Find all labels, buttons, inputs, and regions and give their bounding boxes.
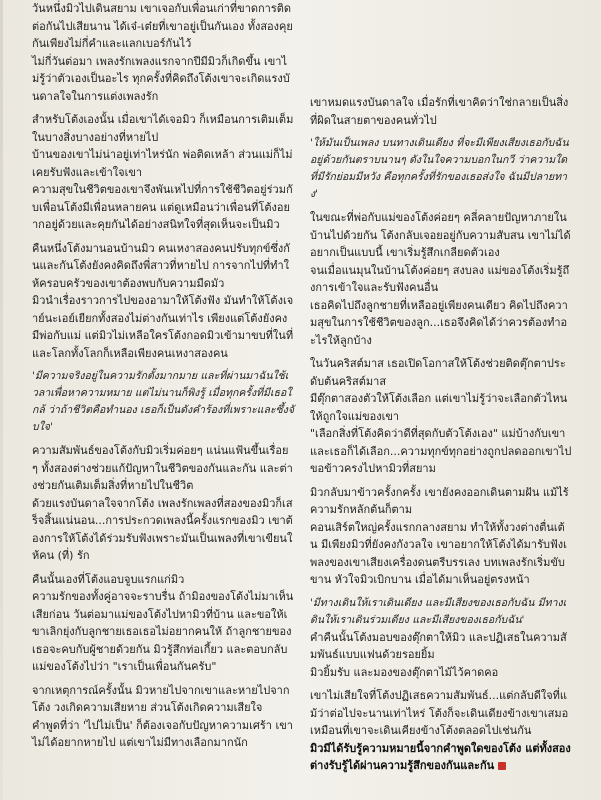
body-paragraph: "เลือกสิ่งที่โต้งคิดว่าดีที่สุดกับตัวโต้งเอง" แม่บ้างกับเขาและเธอก็ได้เลือก...ความทุกข์ทุกอย่างถูกปลดออกเขาไปขอข้าวครงไปหามิวที่สยาม	[310, 427, 572, 475]
body-paragraph: บ้านของเขาไม่น่าอยู่เท่าไหร่นัก พ่อติดเหล้า ส่วนแม่ก็ไม่เคยรับฟังและเข้าใจเขา	[32, 148, 293, 179]
body-paragraph: ในขณะที่พ่อกับแม่ของโต้งค่อยๆ คลี่คลายปัญหาภายในบ้านไปด้วยกัน โต้งกลับเจอยอยู่กับความสับสน เขาไม่ได้อยากเป็นแบบนี้ เขาเริ่มรู้สึกเกลียดตัวเอง	[310, 211, 571, 259]
song-lyric-quote: 'มีทางเดินให้เราเดินเดียง และมีเสียงของเธอกับฉัน มีทางเดินให้เราเดินร่วมเดียง และมีเสียงของเธอกับฉัน'	[310, 596, 567, 626]
body-paragraph: มิวยิ้มรับ และมองของตุ๊กตาไม้ไว้คาดคอ	[310, 665, 499, 679]
body-paragraph: ความสุขในชีวิตของเขาจึงพันเหไปที่การใช้ชีวิตอยู่ร่วมกับเพื่อนโต้งมีเพื่อนหลายคน แต่ดูเหมือนว่าเพื่อนที่โต้งอยากอยู่ด้วยและคุยกันได้อย่างสนิทใจที่สุดเห็นจะเป็นมิว	[32, 183, 293, 231]
body-paragraph: คืนหนึ่งโต้งมานอนบ้านมิว คนเหงาสองคนปรับทุกข์ซึ่งกันและกันโต้งยังคงคิดถึงพี่สาวที่หายไป การจากไปที่ทำให้ครอบครัวของเขาต้องพบกับความมืดมัว	[32, 241, 290, 290]
body-paragraph: คำพูดที่ว่า 'ไปไม่เป็น' ก็ต้องเจอกับปัญหาความเศร้า เขาไม่ได้อยากหายไป แต่เขาไม่มีทางเลือกมากนัก	[32, 718, 293, 749]
body-paragraph: เธอคิดไปถึงลูกชายที่เหลืออยู่เพียงคนเดียว คิดไปถึงความสุขในการใช้ชีวิตของลูก...เธอจึงคิดได้ว่าควรต้องทำอะไรให้ลูกบ้าง	[310, 298, 568, 347]
article-end-icon	[498, 762, 506, 770]
body-paragraph: ด้วยแรงบันดาลใจจากโต้ง เพลงรักเพลงที่สองของมิวก็เสร็จสิ้นแน่นอน...การประกวดเพลงนี้ครั้งแรกของมิว เขาต้องการให้โต้งได้ร่วมรับฟังเพราะมันเป็นเพลงที่เขาเขียนให้คน (ที่) รัก	[32, 496, 293, 562]
body-paragraph: ในวันคริสต์มาส เธอเปิดโอกาสให้โต้งช่วยติดตุ๊กตาประดับต้นคริสต์มาส	[310, 357, 566, 388]
left-column	[32, 0, 294, 752]
body-paragraph: คืนนั้นเองที่โต้งแอบจูบแรกแก่มิว	[32, 572, 185, 586]
body-paragraph: เขาหมดแรงบันดาลใจ เมื่อรักที่เขาคิดว่าใช่กลายเป็นสิ่งที่ผิดในสายตาของคนทั่วไป	[310, 96, 569, 127]
body-paragraph: ไม่กี่วันต่อมา เพลงรักเพลงแรกจากปีมีมิวก็เกิดขึ้น เขาไม่รู้ว่าตัวเองเป็นอะไร ทุกครั้งที่คิดถึงโต้งเขาจะเกิดแรงบันดาลใจในการแต่งเพลงรัก	[32, 54, 290, 103]
song-lyric-quote: 'มีความจริงอยู่ในความรักตั้งมากมาย และที่ผ่านมาฉันใช้เวลาเพื่อหาความหมาย แต่ไม่นานก็พิงรู้ เมื่อทุกครั้งที่มีเธอใกล้ ว่าถ้าชีวิตคือทำนอง เธอก็เป็นดังคำร้องที่เพราะและซึ้งจับใจ'	[32, 370, 294, 433]
body-paragraph: มิวกลับมาข้าวครั้งกครั้ง เขายังคงออกเดินตามฝัน แม้ไร้ความรักหลักต้นก็ตาม	[310, 485, 569, 516]
body-paragraph: จนเมื่อแนมุนในบ้านโต้งค่อยๆ สงบลง แม่ของโต้งเริ่มรู้ถึงการเข้าใจและรับฟังคนอื่น	[310, 263, 570, 294]
song-lyric-quote: 'ให้มันเป็นเพลง บนทางเดินเดียง ที่จะมีเพียงเสียงเธอกับฉัน อยู่ด้วยกันตราบนานๆ ดังในใจความบอกในกวี ว่าความใดที่มีรักย่อมมีหวัง คือทุกครั้งที่รักของเธอส่งใจ ฉันมีปลายทาง'	[310, 137, 569, 200]
body-paragraph: จากเหตุการณ์ครั้งนั้น มิวหายไปจากเขาและหายไปจากโต้ง วงเกิดความเสียหาย ส่วนโต้งเกิดความเสียใจ	[32, 683, 290, 714]
body-paragraph: มีตุ๊กตาสองตัวให้โต้งเลือก แต่เขาไม่รู้ว่าจะเลือกตัวไหนให้ถูกใจแม่ของเขา	[310, 392, 568, 423]
page-binding-edge	[0, 0, 3, 800]
body-paragraph: คอนเสิร์ตใหญ่ครั้งแรกกลางสยาม ทำให้ทั้งวงต่างตื่นเต้น มีเพียงมิวที่ยังคงกังวลใจ เขาอยากให้โต้งได้มารับฟังเพลงของเขาเสียงเครื่องดนตรีบรรเลง บทเพลงรักเริ่มขับขาน หัวใจมิวเบิกบาน เมื่อได้มาเห็นอยู่ตรงหน้า	[310, 520, 567, 586]
body-paragraph: วันหนึ่งมิวไปเดินสยาม เขาเจอกับเพื่อนเก่าที่ขาดการติดต่อกันไปเสียนาน ได้เจ๋-เต๋ยที่เขาอยู่เป็นกันเอง ทั้งสองคุยกันเพียงไม่กี่คำและแลกเบอร์กันไว้	[32, 2, 293, 50]
closing-statement: มิวมีได้รับรู้ความหมายนี้จากคำพูดใดของโต้ง แต่ทั้งสองต่างรับรู้ได้ผ่านความรู้สึกของกันและกัน	[310, 741, 571, 772]
body-paragraph: มิวนำเรื่องราวการไปของอามาให้โต้งฟัง มันทำให้โต้งเจาย์นะเอย์เยียกทั้งสองไม่ต่างกันเท่าไร เพียงแต่โต้งยังคงมีพ่อกับแม่ แต่มิวไม่เหลือใครโต้งกอดมิวเข้ามาขบที่ในที่ และโลกทั้งโลกก็เหลือเพียงคนเหงาสองคน	[32, 294, 294, 360]
body-paragraph: คำคืนนั้นโต้งมอบของตุ๊กตาให้มิว และปฏิเสธในความสัมพันธ์แบบแฟนด้วยรอยยิ้ม	[310, 630, 567, 661]
body-paragraph: เขาไม่เสียใจที่โต้งปฏิเสธความสัมพันธ์...แต่กลับดีใจที่แม้ว่าต่อไปจะนานเท่าไหร่ โต้งก็จะเดินเดียงข้างเขาเสมอ เหมือนที่เขาจะเดินเคียงข้างโต้งตลอดไปเช่นกัน	[310, 689, 569, 737]
body-paragraph: สำหรับโต้งเองนั้น เมื่อเขาได้เจอมิว ก็เหมือนการเติมเต็มในบางสิ่งบางอย่างที่หายไป	[32, 113, 294, 144]
body-paragraph: ความสัมพันธ์ของโต้งกับมิวเริ่มค่อยๆ แน่นแฟ้นขึ้นเรื่อยๆ ทั้งสองต่างช่วยแก้ปัญหาในชีวิตของกันและกัน และต่างช่วยกันเติมเต็มสิ่งที่หายไปในชีวิต	[32, 444, 293, 492]
body-paragraph: ความรักของทั้งคู่อาจจะราบรื่น ถ้ามิองของโต้งไม่มาเห็นเสียก่อน วันต่อมาแม่ของโต้งไปหามิวที่บ้าน และขอให้เขาเลิกยุ่งกับลูกชายเธอเธอไม่อยากคนให้ ถ้าลูกชายของเธอจะคบกับผู้ชายด้วยกัน มิวรู้สึกท่อเกี้ยว และตอบกลับแม่ของโต้งไปว่า "เราเป็นเพื่อนกันครับ"	[32, 590, 294, 673]
right-column	[310, 94, 572, 775]
column-gutter	[298, 0, 299, 800]
